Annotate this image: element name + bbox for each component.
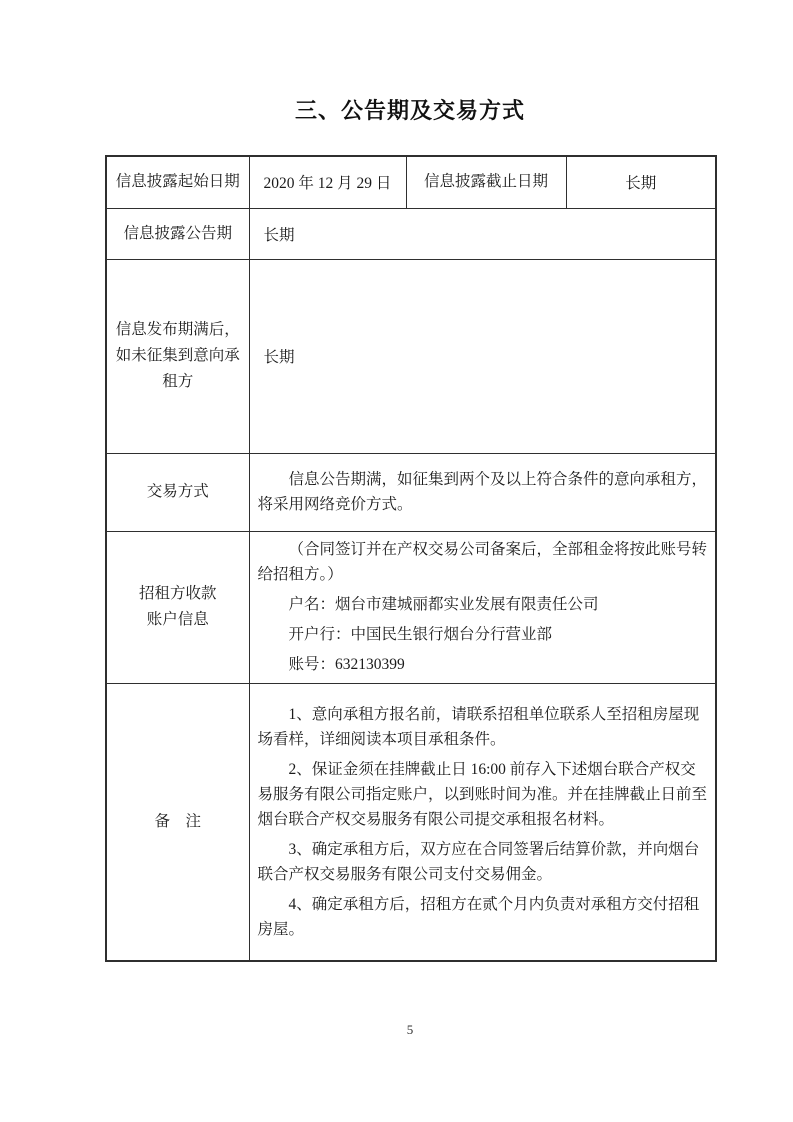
account-bank: 开户行：中国民生银行烟台分行营业部 [288,626,553,643]
section-title: 三、公告期及交易方式 [294,98,525,123]
row-remarks [106,683,716,961]
remark-item: 2、保证金须在挂牌截止日 16:00 前存入下述烟台联合产权交易服务有限公司指定账户，以到账时间为准。并在挂牌截止日前至烟台联合产权交易服务有限公司提交承租报名材料。 [257,760,708,828]
disclosure-start-value: 2020 年 12 月 29 日 [249,156,406,208]
remarks-label: 备 注 [106,683,249,961]
account-holder: 户名：烟台市建城丽都实业发展有限责任公司 [288,596,599,613]
account-info-label-line2: 账户信息 [146,611,209,628]
announcement-period-label: 信息披露公告期 [106,208,249,259]
account-info-content [249,531,716,683]
account-number: 账号：632130399 [288,656,405,673]
row-no-tenant-found [106,259,716,453]
remark-item: 3、确定承租方后，双方应在合同签署后结算价款，并向烟台联合产权交易服务有限公司支付交易佣金。 [257,840,700,883]
no-tenant-label: 信息发布期满后，如未征集到意向承租方 [106,259,249,453]
no-tenant-value: 长期 [249,259,716,453]
disclosure-end-value: 长期 [566,156,716,208]
announcement-period-value: 长期 [249,208,716,259]
trade-method-label: 交易方式 [106,453,249,531]
disclosure-end-label: 信息披露截止日期 [406,156,566,208]
remarks-content [249,683,716,961]
trade-method-text: 信息公告期满，如征集到两个及以上符合条件的意向承租方，将采用网络竞价方式。 [257,471,708,513]
remark-item: 1、意向承租方报名前，请联系招租单位联系人至招租房屋现场看样，详细阅读本项目承租条件。 [257,705,700,748]
account-info-label-line1: 招租方收款 [138,585,217,602]
trade-method-content [249,453,716,531]
announcement-table [105,155,717,962]
disclosure-start-label: 信息披露起始日期 [106,156,249,208]
row-disclosure-dates [106,156,716,208]
account-note: （合同签订并在产权交易公司备案后，全部租金将按此账号转给招租方。） [257,541,708,583]
remark-item: 4、确定承租方后，招租方在贰个月内负责对承租方交付招租房屋。 [257,895,700,938]
page-number: 5 [406,1022,414,1037]
row-announcement-period [106,208,716,259]
account-info-label [106,531,249,683]
row-trade-method [106,453,716,531]
row-account-info [106,531,716,683]
